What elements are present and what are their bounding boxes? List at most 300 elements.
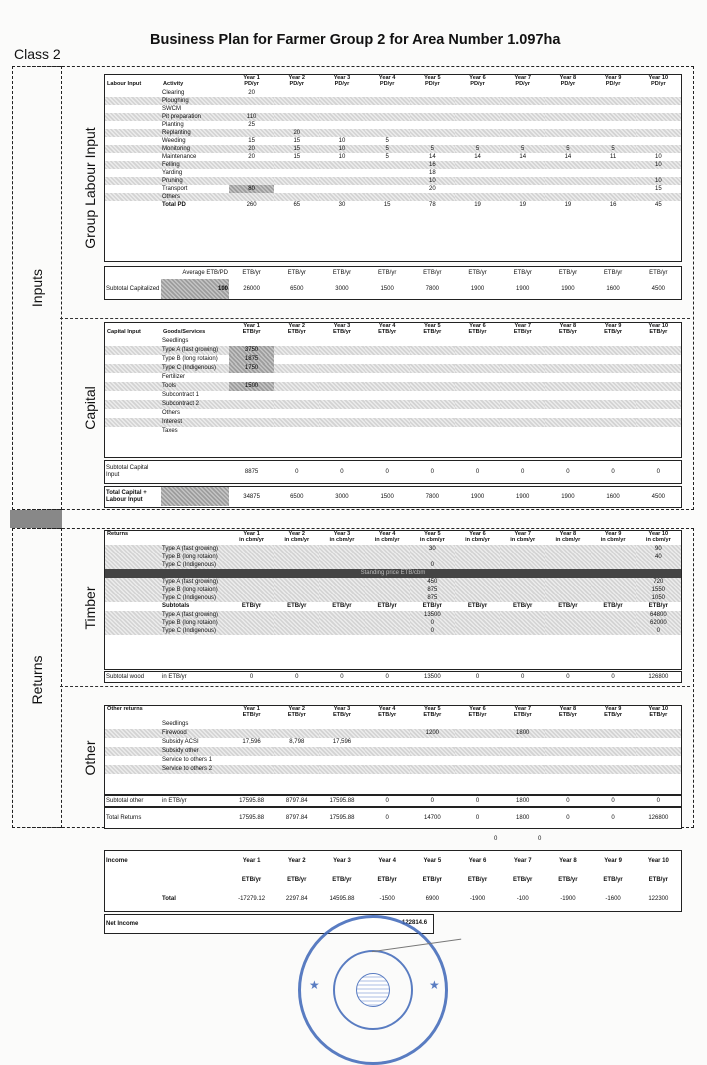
income-total_vals-value: -1900: [560, 896, 576, 902]
labour-subtotal_vals-value: 3000: [335, 286, 349, 292]
subtotal-unit-header: ETB/yr: [649, 270, 668, 276]
subtotals-header: [105, 602, 681, 611]
cell-value: [365, 105, 410, 113]
cell-value: [455, 346, 500, 355]
row-label: Planting: [162, 121, 184, 128]
cell-value: [319, 418, 364, 427]
cell-value: [274, 161, 319, 169]
timber-subtotal_vals-value: 126800: [648, 674, 669, 680]
cell-value: [319, 382, 364, 391]
capital-subtotal_vals-value: 0: [521, 469, 525, 475]
table-row: [105, 193, 681, 201]
cell-value: [319, 400, 364, 409]
labour-subtotal_vals-value: 7800: [425, 286, 440, 292]
goods-header: Goods/Services: [163, 328, 206, 335]
cell-value: [274, 346, 319, 355]
class-label: Class 2: [14, 46, 61, 62]
cell-value: 720: [636, 578, 681, 586]
row-label: Replanting: [161, 129, 229, 137]
row-label: Monitoring: [161, 145, 229, 153]
timber-year-header: Year 1 in cbm/yr: [239, 531, 265, 543]
labour-subtotal-label: Subtotal Capitalized: [106, 285, 160, 292]
cell-value: [636, 129, 681, 137]
cell-value: [274, 418, 319, 427]
cell-value: [591, 418, 636, 427]
other-total_vals-value: 0: [611, 815, 615, 821]
timber-subtotal_vals-value: 0: [340, 674, 344, 680]
cell-value: [591, 177, 636, 185]
cell-value: [365, 427, 410, 436]
unit-label: ETB/yr: [648, 603, 669, 610]
cell-value: [410, 409, 455, 418]
cell-value: [410, 97, 455, 105]
cell-value: [591, 553, 636, 561]
capital-subtotal-box: [104, 460, 682, 484]
cell-value: [455, 586, 500, 594]
cell-value: [274, 391, 319, 400]
other-subtotal_vals-value: 0: [430, 798, 435, 804]
cell-value: [636, 89, 681, 97]
row-label: Type A (fast growing): [161, 611, 229, 619]
cell-value: [365, 129, 410, 137]
cell-value: [500, 137, 545, 145]
cell-value: 0: [410, 561, 455, 569]
cell-value: 10: [636, 161, 681, 169]
timber-subtotal-unit: in ETB/yr: [162, 674, 187, 680]
cell-value: [591, 373, 636, 382]
row-label: Type C (Indigenous): [161, 627, 229, 635]
cell-value: [636, 145, 681, 153]
other-total-label: Total Returns: [106, 814, 142, 821]
cell-value: [319, 594, 364, 602]
other-total_vals-value: 8797.84: [285, 815, 308, 821]
cell-value: [636, 337, 681, 346]
cell-value: [591, 545, 636, 553]
cell-value: [455, 738, 500, 747]
cell-value: [455, 129, 500, 137]
cell-value: [591, 89, 636, 97]
timber-label: Timber: [82, 586, 98, 630]
cell-value: [365, 185, 410, 193]
cell-value: [500, 747, 545, 756]
cell-value: 15: [293, 153, 301, 160]
table-row: [105, 738, 681, 747]
other-label: Other: [82, 740, 98, 776]
cell-value: [455, 545, 500, 553]
other-subtotal_vals-value: 1800: [516, 798, 530, 804]
row-label: Type B (long rotaion): [161, 619, 229, 627]
income-total_vals-value: -17279.12: [238, 896, 266, 902]
cell-value: [545, 97, 590, 105]
cell-value: [229, 400, 274, 409]
income-total_vals-value: -100: [516, 896, 529, 902]
capital.rows-empty-cell: [105, 346, 161, 355]
capital.rows-empty-cell: [105, 355, 161, 364]
labour-subtotal_vals-value: 4500: [651, 286, 666, 292]
cell-value: [410, 400, 455, 409]
cell-value: [365, 121, 410, 129]
cell-value: [365, 611, 410, 619]
timber.val_rows-empty-cell: [105, 611, 161, 619]
cell-value: [545, 391, 590, 400]
labour-subtotal_vals-value: 26000: [243, 286, 260, 292]
subtotal-avg-header: Average ETB/PD: [182, 270, 228, 276]
cell-value: [365, 97, 410, 105]
capital-total_vals-value: 34875: [243, 493, 260, 500]
timber-subtotal_vals-value: 0: [249, 674, 254, 680]
cell-value: [410, 121, 455, 129]
row-label: Type C (Indigenous): [161, 561, 229, 569]
cell-value: [591, 400, 636, 409]
cell-value: 64800: [636, 611, 681, 619]
cell-value: [410, 355, 455, 364]
table-row: [105, 153, 681, 161]
cell-value: [591, 586, 636, 594]
timber-subtotal_vals-value: 13500: [424, 674, 441, 680]
cell-value: [591, 129, 636, 137]
income-unit: ETB/yr: [287, 877, 307, 883]
cell-value: [455, 89, 500, 97]
other.rows-empty-cell: [105, 720, 161, 729]
capital-total_vals-value: 3000: [335, 493, 349, 500]
capital-year-header: Year 7 ETB/yr: [513, 323, 532, 335]
net-income-label: Net Income: [106, 921, 139, 927]
cell-value: [591, 409, 636, 418]
cell-value: [545, 169, 590, 177]
cell-value: 875: [410, 586, 455, 594]
cell-value: [545, 121, 590, 129]
capital-year-header: Year 2 ETB/yr: [287, 323, 306, 335]
cell-value: [229, 129, 274, 137]
cell-value: [636, 409, 681, 418]
row-label: Tools: [161, 382, 229, 391]
capital-corner: Capital Input: [107, 328, 141, 335]
row-label: Taxes: [162, 428, 178, 435]
timber-year-header: Year 9 in cbm/yr: [600, 531, 626, 543]
labour-year-header: Year 1 PD/yr: [243, 75, 260, 87]
cell-value: [274, 545, 319, 553]
cell-value: [545, 161, 590, 169]
cell-value: [455, 729, 500, 738]
cell-value: 5: [385, 137, 389, 144]
cell-value: [636, 137, 681, 145]
table-row: [105, 747, 681, 756]
cell-value: 10: [319, 145, 364, 153]
cell-value: [636, 756, 681, 765]
capital-subtotal_vals-value: 0: [611, 469, 615, 475]
cell-value: [545, 619, 590, 627]
cell-value: [636, 738, 681, 747]
cell-value: [319, 427, 364, 436]
cell-value: 16: [410, 161, 455, 169]
capital-label: Capital: [82, 386, 98, 430]
cell-value: [455, 337, 500, 346]
cell-value: [455, 619, 500, 627]
cell-value: [545, 545, 590, 553]
unit-label: ETB/yr: [603, 603, 623, 610]
section-strip: [10, 510, 62, 528]
other-year-header: Year 5 ETB/yr: [423, 706, 442, 718]
other-subtotal-unit: in ETB/yr: [162, 798, 187, 804]
cell-value: 40: [636, 553, 681, 561]
timber.vol_rows-empty-cell: [105, 545, 161, 553]
other-year-header: Year 3 ETB/yr: [332, 706, 351, 718]
cell-value: 1050: [636, 594, 681, 602]
other-subtotal-box: [104, 795, 682, 807]
row-label: Type C (Indigenous): [161, 364, 229, 373]
cell-value: [365, 561, 410, 569]
capital.rows-empty-cell: [105, 382, 161, 391]
cell-value: [274, 427, 319, 436]
capital-year-header: Year 4 ETB/yr: [378, 323, 397, 335]
cell-value: [365, 765, 410, 774]
subtotal-unit-header: ETB/yr: [558, 270, 578, 276]
cell-value: [636, 193, 681, 201]
capital-year-header: Year 1 ETB/yr: [242, 323, 261, 335]
cell-value: [274, 553, 319, 561]
table-row: [105, 337, 681, 346]
cell-value: [229, 177, 274, 185]
cell-value: [636, 97, 681, 105]
cell-value: 3750: [229, 346, 274, 355]
cell-value: [455, 765, 500, 774]
row-label: Subcontract 1: [162, 392, 200, 399]
labour-subtotal-avg: 100: [161, 279, 229, 299]
cell-value: [545, 756, 590, 765]
cell-value: [410, 346, 455, 355]
table-row: [105, 97, 681, 105]
cell-value: 1800: [500, 729, 545, 738]
cell-value: [274, 177, 319, 185]
cell-value: [319, 561, 364, 569]
cell-value: [545, 193, 590, 201]
unit-label: ETB/yr: [467, 603, 488, 610]
cell-value: [455, 364, 500, 373]
unit-label: ETB/yr: [513, 603, 533, 610]
cell-value: [319, 346, 364, 355]
timber-year-header: Year 10 in cbm/yr: [645, 531, 671, 543]
timber-year-header: Year 4 in cbm/yr: [374, 531, 400, 543]
cell-value: 260: [246, 201, 257, 208]
table-row: [105, 409, 681, 418]
table-row: [105, 553, 681, 561]
capital-subtotal_vals-value: 0: [340, 469, 344, 475]
cell-value: 14: [474, 153, 481, 160]
table-row: [105, 545, 681, 553]
returns-label: Returns: [29, 655, 45, 705]
income-unit: ETB/yr: [558, 877, 578, 883]
timber.vol_rows-empty-cell: [105, 553, 161, 561]
cell-value: [455, 373, 500, 382]
cell-value: [319, 89, 364, 97]
labour-year-header: Year 6 PD/yr: [469, 75, 486, 87]
cell-value: [636, 391, 681, 400]
cell-value: [591, 97, 636, 105]
cell-value: 20: [229, 145, 274, 153]
cell-value: 20: [248, 153, 255, 160]
labour.rows-empty-cell: [105, 113, 161, 121]
cell-value: [455, 355, 500, 364]
cell-value: 15: [293, 137, 301, 144]
cell-value: [545, 553, 590, 561]
capital-total_vals-value: 7800: [425, 493, 440, 500]
capital-subtotal_vals-value: 0: [430, 469, 435, 475]
labour-subtotal_vals-value: 1600: [606, 286, 620, 292]
table-row: [105, 89, 681, 97]
cell-value: [545, 611, 590, 619]
price-band-label: Standing price ETB/cbm: [105, 569, 681, 578]
cell-value: [545, 129, 590, 137]
cell-value: [229, 427, 274, 436]
cell-value: [365, 409, 410, 418]
cell-value: [545, 747, 590, 756]
cell-value: [455, 169, 500, 177]
capital-subtotal-label: Subtotal Capital Input: [106, 465, 149, 478]
cell-value: [500, 97, 545, 105]
cell-value: [319, 337, 364, 346]
other-subtotal-label: Subtotal other: [106, 798, 144, 804]
cell-value: [636, 729, 681, 738]
capital.rows-empty-cell: [105, 400, 161, 409]
income-total_vals-value: -1500: [379, 896, 395, 902]
cell-value: [545, 105, 590, 113]
cell-value: [274, 586, 319, 594]
timber-subtotal-label: Subtotal wood: [106, 674, 145, 680]
cell-value: [274, 765, 319, 774]
cell-value: [455, 161, 500, 169]
cell-value: 1200: [410, 729, 455, 738]
table-row: [105, 161, 681, 169]
cell-value: [455, 97, 500, 105]
cell-value: [365, 627, 410, 635]
cell-value: [319, 611, 364, 619]
cell-value: [365, 169, 410, 177]
labour.rows-empty-cell: [105, 145, 161, 153]
row-label: Firewood: [161, 729, 229, 738]
cell-value: [319, 169, 364, 177]
cell-value: [545, 418, 590, 427]
cell-value: [500, 553, 545, 561]
cell-value: [365, 177, 410, 185]
labour.rows-empty-cell: [105, 121, 161, 129]
subtotal-unit-header: ETB/yr: [332, 270, 352, 276]
cell-value: [319, 373, 364, 382]
cell-value: 14: [429, 153, 436, 160]
subtotal-unit-header: ETB/yr: [603, 270, 623, 276]
cell-value: 875: [410, 594, 455, 602]
cell-value: [319, 553, 364, 561]
labour-year-header: Year 10 PD/yr: [648, 75, 669, 87]
table-row: [105, 185, 681, 193]
cell-value: [591, 355, 636, 364]
row-label: Weeding: [162, 137, 186, 144]
cell-value: 10: [655, 153, 662, 160]
cell-value: [500, 105, 545, 113]
table-row: [105, 105, 681, 113]
other-year-header: Year 6 ETB/yr: [468, 706, 487, 718]
capital-total_vals-value: 4500: [651, 493, 666, 500]
cell-value: [274, 382, 319, 391]
capital.rows-empty-cell: [105, 427, 161, 436]
cell-value: [545, 137, 590, 145]
cell-value: 20: [429, 185, 436, 192]
cell-value: [319, 619, 364, 627]
cell-value: [636, 561, 681, 569]
cell-value: [636, 346, 681, 355]
cell-value: [274, 729, 319, 738]
cell-value: [636, 169, 681, 177]
row-label: Type B (long rotaion): [161, 586, 229, 594]
cell-value: [319, 729, 364, 738]
capital-year-header: Year 9 ETB/yr: [604, 323, 623, 335]
cell-value: [455, 409, 500, 418]
capital-year-header: Year 8 ETB/yr: [558, 323, 577, 335]
cell-value: [636, 765, 681, 774]
cell-value: 0: [636, 627, 681, 635]
capital-total_vals-value: 1900: [561, 493, 575, 500]
cell-value: [591, 627, 636, 635]
table-row: [105, 137, 681, 145]
other.rows-empty-cell: [105, 765, 161, 774]
cell-value: 5: [410, 145, 455, 153]
subtotal-unit-header: ETB/yr: [423, 270, 442, 276]
labour.rows-empty-cell: [105, 177, 161, 185]
cell-value: [545, 427, 590, 436]
cell-value: 13500: [410, 611, 455, 619]
cell-value: [229, 611, 274, 619]
cell-value: [365, 553, 410, 561]
cell-value: [500, 161, 545, 169]
cell-value: [636, 400, 681, 409]
labour.rows-empty-cell: [105, 137, 161, 145]
cell-value: [500, 418, 545, 427]
cell-value: [636, 355, 681, 364]
other.rows-empty-cell: [105, 756, 161, 765]
row-label: Type B (long rotaion): [162, 356, 218, 363]
cell-value: [229, 594, 274, 602]
income-total_vals-value: 6900: [425, 896, 440, 902]
cell-value: [365, 545, 410, 553]
cell-value: [545, 720, 590, 729]
timber-year-header: Year 2 in cbm/yr: [284, 531, 310, 543]
other-total-box: [104, 807, 682, 829]
cell-value: [229, 409, 274, 418]
cell-value: [365, 756, 410, 765]
table-row: [105, 382, 681, 391]
income-year-header: Year 2: [287, 858, 306, 864]
table-row: [105, 720, 681, 729]
cell-value: [500, 364, 545, 373]
cell-value: 30: [410, 545, 455, 553]
cell-value: [410, 129, 455, 137]
unit-label: ETB/yr: [241, 603, 262, 610]
timber-year-header: Year 7 in cbm/yr: [510, 531, 536, 543]
cell-value: [591, 161, 636, 169]
labour.rows-empty-cell: [105, 153, 161, 161]
row-label: Subsidy ACSI: [162, 739, 199, 746]
income-corner: Income: [106, 856, 128, 864]
cell-value: [455, 121, 500, 129]
cell-value: [455, 193, 500, 201]
capital-total-box: [104, 486, 682, 508]
table-row: [105, 400, 681, 409]
income-year-header: Year 3: [333, 858, 351, 864]
capital.rows-empty-cell: [105, 409, 161, 418]
cell-value: [591, 738, 636, 747]
cell-value: [410, 373, 455, 382]
other-year-header: Year 2 ETB/yr: [287, 706, 306, 718]
cell-value: [229, 545, 274, 553]
